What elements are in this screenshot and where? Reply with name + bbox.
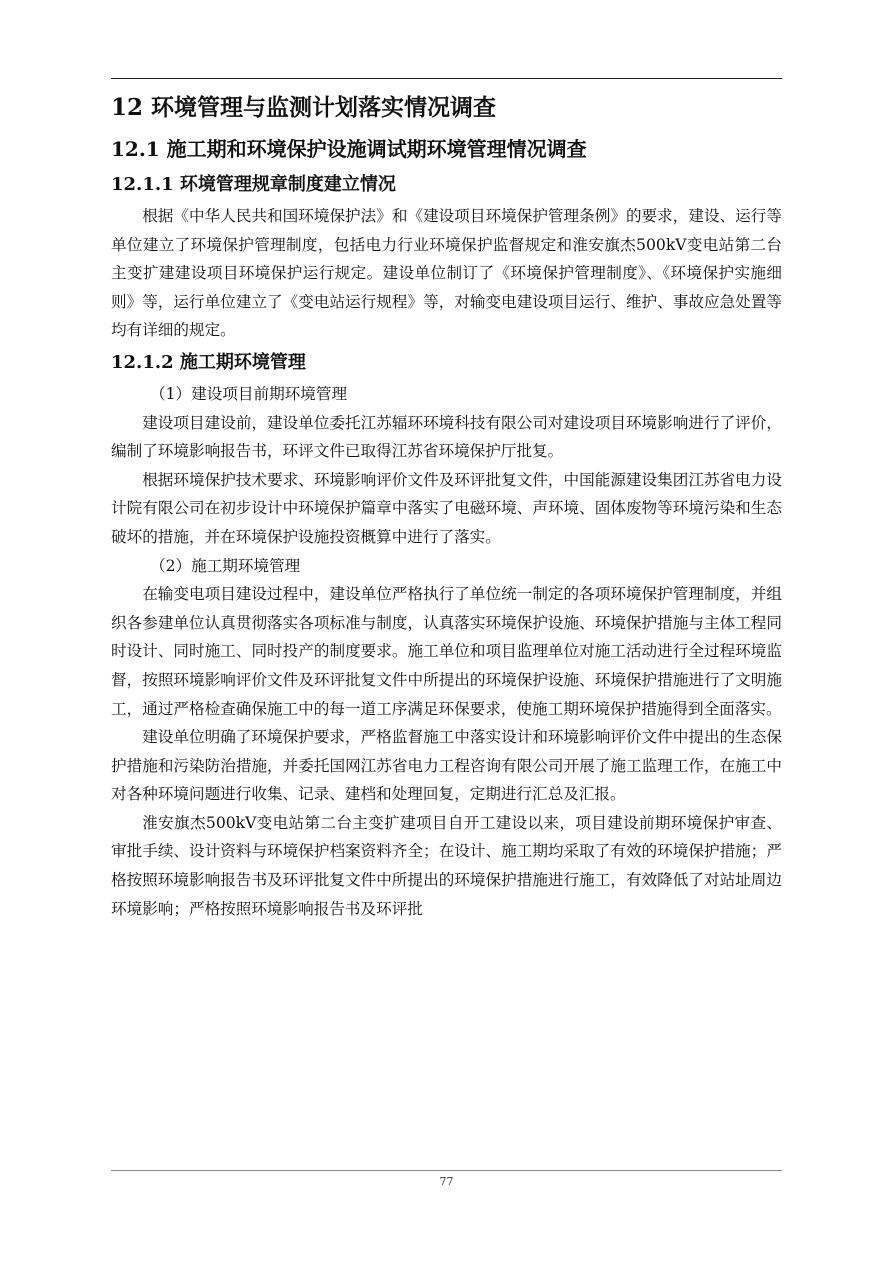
paragraph: 在输变电项目建设过程中，建设单位严格执行了单位统一制定的各项环境保护管理制度，并组织各参建单位认真贯彻落实各项标准与制度，认真落实环境保护设施、环境保护措施与主体工程同时设计、同时施工、同时投产的制度要求。施工单位和项目监理单位对施工活动进行全过程环境监督，按照环境影响评价文件及环评批复文件中所提出的环境保护设施、环境保护措施进行了文明施工，通过严格检查确保施工中的每一道工序满足环保要求，使施工期环境保护措施得到全面落实。 [111,585,782,718]
list-item-heading: （1）建设项目前期环境管理 [150,384,348,403]
chapter-heading: 12 环境管理与监测计划落实情况调查 [111,94,497,121]
paragraph: 根据环境保护技术要求、环境影响评价文件及环评批复文件，中国能源建设集团江苏省电力设计院有限公司在初步设计中环境保护篇章中落实了电磁环境、声环境、固体废物等环境污染和生态破坏的措施，并在环境保护设施投资概算中进行了落实。 [111,470,782,546]
page-content [111,88,782,923]
header-rule [111,78,782,79]
paragraph: 根据《中华人民共和国环境保护法》和《建设项目环境保护管理条例》的要求，建设、运行等单位建立了环境保护管理制度，包括电力行业环境保护监督规定和淮安旗杰500kV变电站第二台主变扩建建设项目环境保护运行规定。建设单位制订了《环境保护管理制度》、《环境保护实施细则》等，运行单位建立了《变电站运行规程》等，对输变电建设项目运行、维护、事故应急处置等均有详细的规定。 [111,207,782,340]
paragraph: 建设单位明确了环境保护要求，严格监督施工中落实设计和环境影响评价文件中提出的生态保护措施和污染防治措施，并委托国网江苏省电力工程咨询有限公司开展了施工监理工作，在施工中对各种环境问题进行收集、记录、建档和处理回复，定期进行汇总及汇报。 [111,728,782,804]
page-number: 77 [439,1175,454,1188]
footer-rule [111,1170,782,1171]
subsection-heading-2: 12.1.2 施工期环境管理 [111,351,306,373]
subsection-heading-1: 12.1.1 环境管理规章制度建立情况 [111,174,396,195]
paragraph: 建设项目建设前，建设单位委托江苏辐环环境科技有限公司对建设项目环境影响进行了评价，编制了环境影响报告书，环评文件已取得江苏省环境保护厅批复。 [111,413,782,461]
list-item-heading: （2）施工期环境管理 [150,556,301,575]
section-heading: 12.1 施工期和环境保护设施调试期环境管理情况调查 [111,137,587,161]
paragraph: 淮安旗杰500kV变电站第二台主变扩建项目自开工建设以来，项目建设前期环境保护审查、审批手续、设计资料与环境保护档案资料齐全；在设计、施工期均采取了有效的环境保护措施；严格按照环境影响报告书及环评批复文件中所提出的环境保护措施进行施工，有效降低了对站址周边环境影响；严格按照环境影响报告书及环评批 [111,813,782,918]
